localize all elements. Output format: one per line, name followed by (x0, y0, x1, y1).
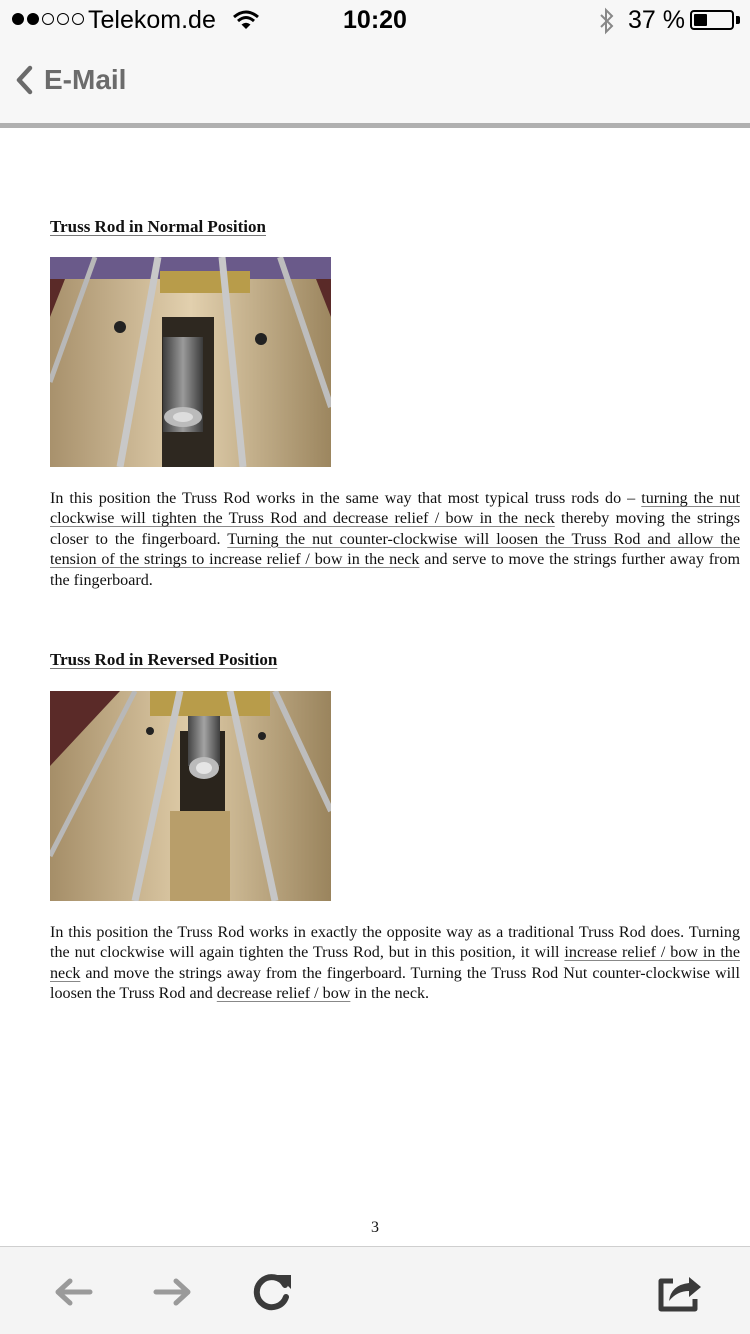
section2-paragraph (50, 923, 740, 1005)
paragraph-text: In this position the Truss Rod works in exactly the opposite way as a traditional Truss Rod does. Turning the nut clockwise will again tighten the Truss Rod, but in this position, it will (50, 924, 740, 962)
paragraph-text: and serve to move the strings further away from the fingerboard. (50, 551, 740, 589)
chevron-left-icon (14, 64, 34, 96)
reload-icon (249, 1269, 295, 1315)
battery-tip (736, 16, 740, 24)
share-icon (655, 1269, 705, 1315)
battery-percentage: 37 % (628, 6, 685, 34)
page-number: 3 (371, 1219, 379, 1236)
back-to-email-button[interactable] (14, 64, 126, 96)
back-button[interactable] (50, 1269, 96, 1315)
bluetooth-icon (597, 7, 617, 35)
status-bar (0, 0, 750, 40)
battery-level-fill (694, 14, 707, 26)
underlined-text: increase relief / bow in the neck (50, 944, 740, 982)
underlined-text: turning the nut clockwise will tighten the Truss Rod and decrease relief / bow in the neck (50, 490, 740, 528)
pdf-document-view[interactable] (0, 133, 750, 1246)
paragraph-text: thereby moving the strings closer to the fingerboard. (50, 510, 740, 548)
underlined-text: decrease relief / bow (216, 985, 351, 1003)
paragraph-text: and move the strings away from the fingerboard. Turning the Truss Rod Nut counter-clockwise will loosen the Truss Rod and (50, 964, 740, 1003)
underlined-text: Turning the nut counter-clockwise will loosen the Truss Rod and allow the tension of the strings to increase relief / bow in the neck (50, 530, 740, 569)
truss-rod-reversed-photo (50, 691, 331, 901)
section1-heading: Truss Rod in Normal Position (50, 217, 266, 236)
section1-paragraph (50, 489, 740, 591)
carrier-name: Telekom.de (88, 6, 216, 34)
paragraph-text: In this position the Truss Rod works in the same way that most typical truss rods do – (50, 490, 642, 507)
status-time: 10:20 (343, 6, 407, 34)
share-button[interactable] (655, 1269, 701, 1315)
back-button-label: E-Mail (44, 64, 127, 95)
paragraph-text: in the neck. (350, 985, 430, 1003)
battery-icon (690, 10, 734, 30)
truss-rod-normal-photo (50, 257, 331, 467)
reload-button[interactable] (249, 1269, 295, 1315)
navigation-bar (0, 40, 750, 128)
forward-button[interactable] (150, 1269, 196, 1315)
bottom-toolbar (0, 1246, 750, 1334)
forward-arrow-icon (150, 1269, 196, 1315)
back-arrow-icon (50, 1269, 96, 1315)
section2-heading: Truss Rod in Reversed Position (50, 650, 278, 669)
